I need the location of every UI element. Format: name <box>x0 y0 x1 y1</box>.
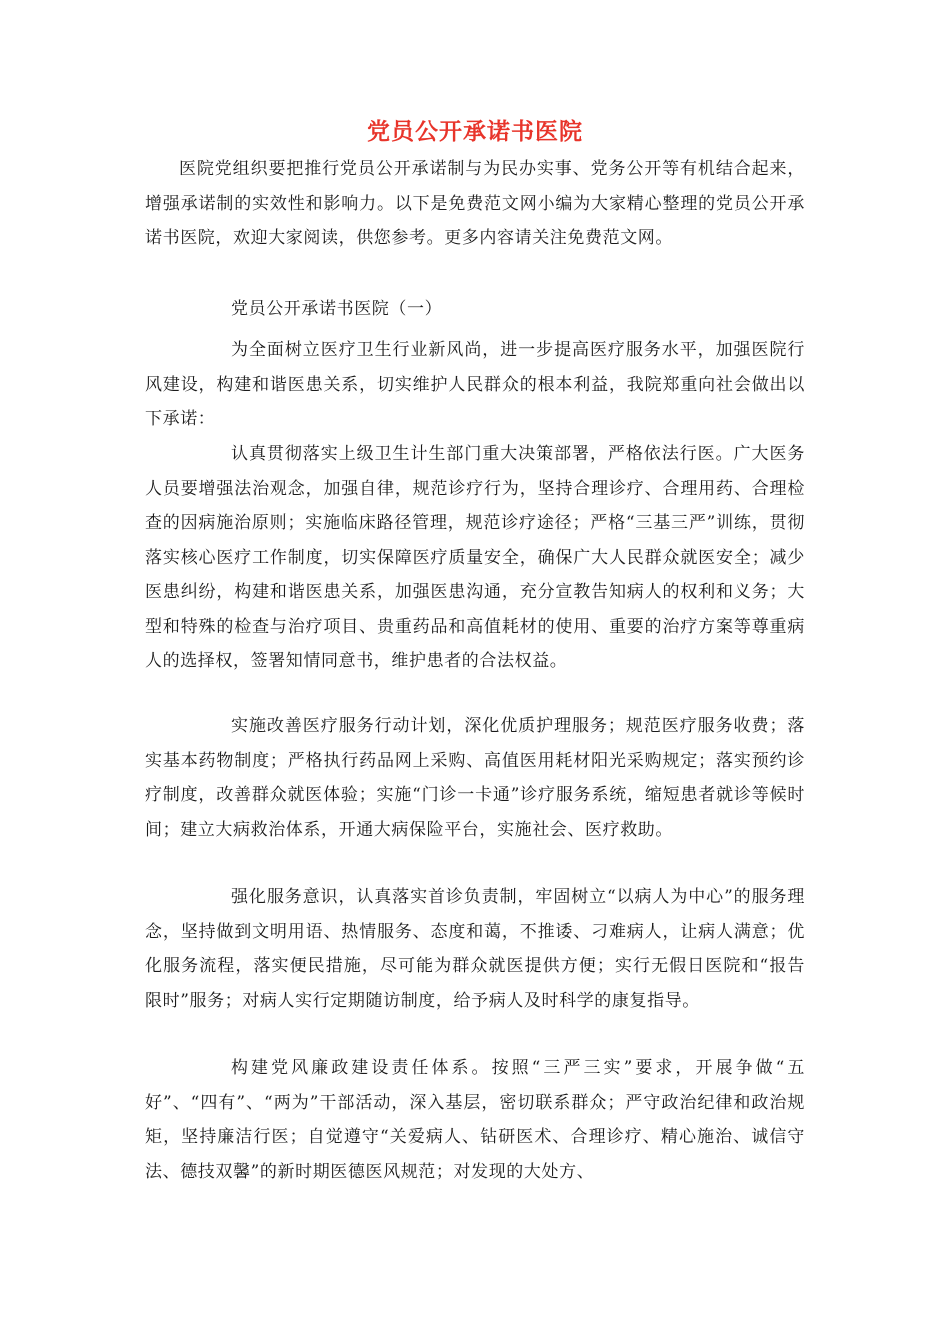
section-heading: 党员公开承诺书医院（一） <box>231 299 443 319</box>
body-paragraph-2: 认真贯彻落实上级卫生计生部门重大决策部署，严格依法行医。广大医务人员要增强法治观念，加强自律，规范诊疗行为，坚持合理诊疗、合理用药、合理检查的因病施治原则；实施临床路径管理，规范诊疗途径；严格“三基三严”训练，贯彻落实核心医疗工作制度，切实保障医疗质量安全，确保广大人民群众就医安全；减少医患纠纷，构建和谐医患关系，加强医患沟通，充分宣教告知病人的权利和义务；大型和特殊的检查与治疗项目、贵重药品和高值耗材的使用、重要的治疗方案等尊重病人的选择权，签署知情同意书，维护患者的合法权益。 <box>145 444 805 671</box>
body-paragraph-5: 构建党风廉政建设责任体系。按照“三严三实”要求，开展争做“五好”、“四有”、“两为”干部活动，深入基层，密切联系群众；严守政治纪律和政治规矩，坚持廉洁行医；自觉遵守“关爱病人、钻研医术、合理诊疗、精心施治、诚信守法、德技双馨”的新时期医德医风规范；对发现的大处方、 <box>145 1058 805 1182</box>
body-paragraph-3: 实施改善医疗服务行动计划，深化优质护理服务；规范医疗服务收费；落实基本药物制度；严格执行药品网上采购、高值医用耗材阳光采购规定；落实预约诊疗制度，改善群众就医体验；实施“门诊一卡通”诊疗服务系统，缩短患者就诊等候时间；建立大病救治体系，开通大病保险平台，实施社会、医疗救助。 <box>145 716 805 840</box>
intro-paragraph: 医院党组织要把推行党员公开承诺制与为民办实事、党务公开等有机结合起来，增强承诺制的实效性和影响力。以下是免费范文网小编为大家精心整理的党员公开承诺书医院，欢迎大家阅读，供您参考。更多内容请关注免费范文网。 <box>145 159 805 248</box>
body-paragraph-1: 为全面树立医疗卫生行业新风尚，进一步提高医疗服务水平，加强医院行风建设，构建和谐医患关系，切实维护人民群众的根本利益，我院郑重向社会做出以下承诺： <box>145 340 805 429</box>
document-title: 党员公开承诺书医院 <box>367 119 583 145</box>
body-paragraph-4: 强化服务意识，认真落实首诊负责制，牢固树立“以病人为中心”的服务理念，坚持做到文明用语、热情服务、态度和蔼，不推诿、刁难病人，让病人满意；优化服务流程，落实便民措施，尽可能为群众就医提供方便；实行无假日医院和“报告限时”服务；对病人实行定期随访制度，给予病人及时科学的康复指导。 <box>145 887 805 1011</box>
